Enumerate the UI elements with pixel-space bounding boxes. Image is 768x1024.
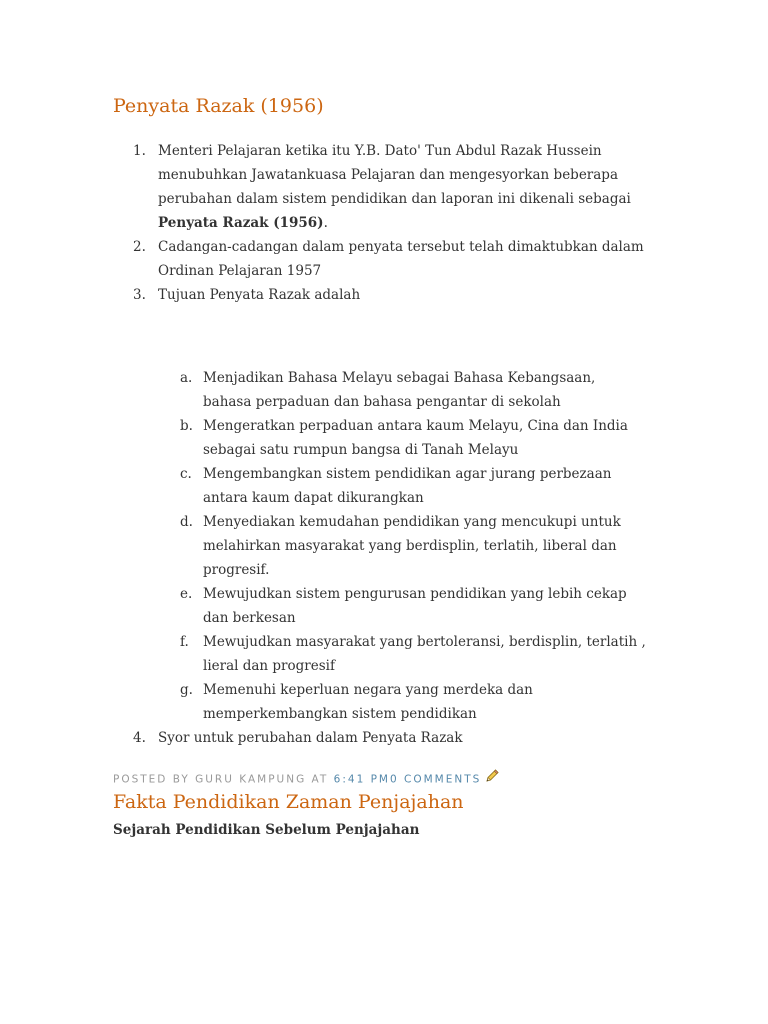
list-item-after: . xyxy=(323,215,328,231)
sub-list-text: Mewujudkan masyarakat yang bertoleransi, berdisplin, terlatih , lieral dan progresif xyxy=(203,634,646,674)
sub-list-text: Mewujudkan sistem pengurusan pendidikan yang lebih cekap dan berkesan xyxy=(203,586,627,626)
list-number: 3. xyxy=(133,287,146,303)
sub-list-item xyxy=(158,414,648,462)
sub-list-text: Menyediakan kemudahan pendidikan yang mencukupi untuk melahirkan masyarakat yang berdisplin, terlatih, liberal dan progresif. xyxy=(203,514,621,578)
list-item xyxy=(113,283,653,726)
list-item-text: Menteri Pelajaran ketika itu Y.B. Dato' Tun Abdul Razak Hussein menubuhkan Jawatankuasa Pelajaran dan mengesyorkan beberapa perubahan dalam sistem pendidikan dan laporan ini dikenali sebagai xyxy=(158,143,631,207)
list-item xyxy=(113,235,653,283)
posted-by-text: POSTED BY GURU KAMPUNG AT xyxy=(113,773,334,786)
list-item-text: Syor untuk perubahan dalam Penyata Razak xyxy=(158,730,463,746)
sub-list-letter: f. xyxy=(180,634,189,650)
sub-list-text: Menjadikan Bahasa Melayu sebagai Bahasa Kebangsaan, bahasa perpaduan dan bahasa pengantar di sekolah xyxy=(203,370,596,410)
list-spacer xyxy=(158,307,653,366)
sub-list xyxy=(158,366,653,726)
list-number: 4. xyxy=(133,730,146,746)
list-item-text: Cadangan-cadangan dalam penyata tersebut telah dimaktubkan dalam Ordinan Pelajaran 1957 xyxy=(158,239,644,279)
next-post-subheading: Sejarah Pendidikan Sebelum Penjajahan xyxy=(113,822,420,838)
list-item xyxy=(113,726,653,750)
sub-list-item xyxy=(158,582,648,630)
list-item xyxy=(113,139,653,235)
sub-list-letter: d. xyxy=(180,514,193,530)
sub-list-item xyxy=(158,510,648,582)
sub-list-letter: a. xyxy=(180,370,193,386)
sub-list-letter: b. xyxy=(180,418,193,434)
sub-list-letter: c. xyxy=(180,466,192,482)
sub-list-letter: e. xyxy=(180,586,193,602)
next-post-title[interactable]: Fakta Pendidikan Zaman Penjajahan xyxy=(113,791,464,813)
sub-list-item xyxy=(158,630,648,678)
sub-list-item xyxy=(158,366,648,414)
main-list xyxy=(113,139,653,750)
list-number: 2. xyxy=(133,239,146,255)
sub-list-letter: g. xyxy=(180,682,193,698)
comments-link[interactable]: 0 COMMENTS xyxy=(389,773,482,786)
sub-list-text: Memenuhi keperluan negara yang merdeka dan memperkembangkan sistem pendidikan xyxy=(203,682,533,722)
sub-list-text: Mengembangkan sistem pendidikan agar jurang perbezaan antara kaum dapat dikurangkan xyxy=(203,466,612,506)
list-item-bold: Penyata Razak (1956) xyxy=(158,215,324,231)
pencil-icon[interactable] xyxy=(484,768,500,791)
list-item-text: Tujuan Penyata Razak adalah xyxy=(158,287,361,303)
list-number: 1. xyxy=(133,143,146,159)
sub-list-item xyxy=(158,678,648,726)
sub-list-item xyxy=(158,462,648,510)
sub-list-text: Mengeratkan perpaduan antara kaum Melayu, Cina dan India sebagai satu rumpun bangsa di Tanah Melayu xyxy=(203,418,628,458)
post-time-link[interactable]: 6:41 PM xyxy=(333,773,390,786)
post-title[interactable]: Penyata Razak (1956) xyxy=(113,95,324,117)
